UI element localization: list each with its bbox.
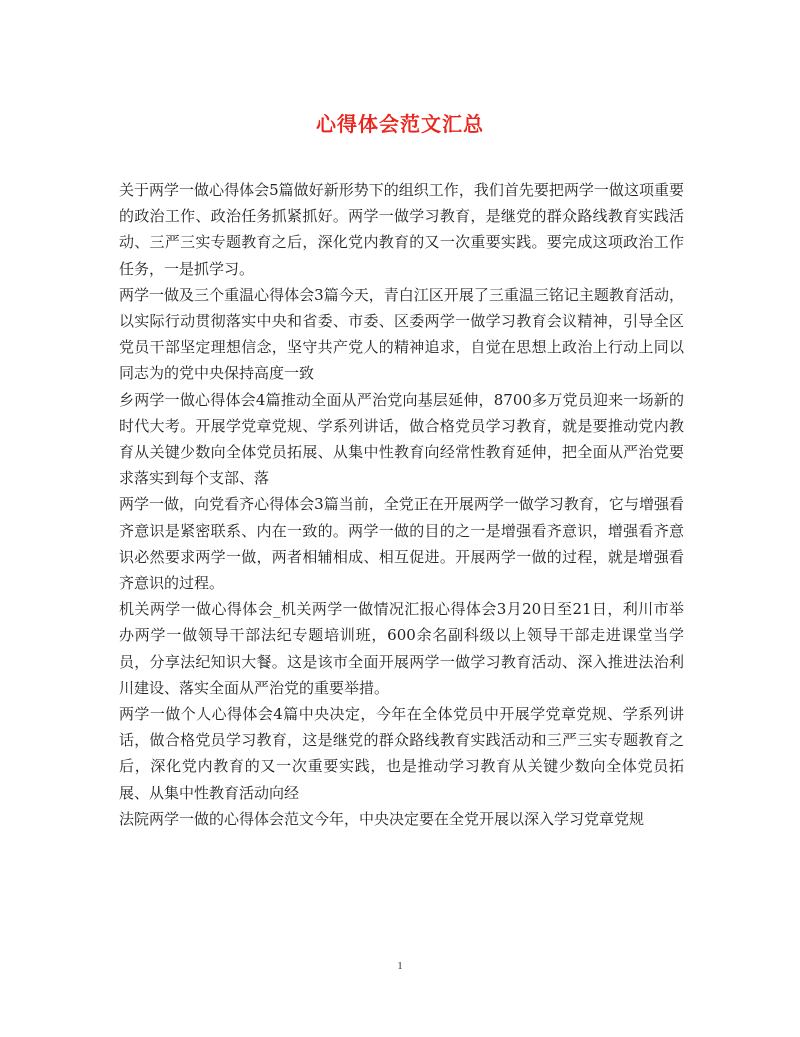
document-body [119, 177, 684, 832]
paragraph: 关于两学一做心得体会5篇做好新形势下的组织工作，我们首先要把两学一做这项重要的政治工作、政治任务抓紧抓好。两学一做学习教育，是继党的群众路线教育实践活动、三严三实专题教育之后，深化党内教育的又一次重要实践。要完成这项政治工作任务，一是抓学习。 [119, 181, 684, 278]
paragraph: 乡两学一做心得体会4篇推动全面从严治党向基层延伸，8700多万党员迎来一场新的时代大考。开展学党章党规、学系列讲话，做合格党员学习教育，就是要推动党内教育从关键少数向全体党员拓展、从集中性教育向经常性教育延伸，把全面从严治党要求落实到每个支部、落 [119, 390, 684, 488]
paragraph: 法院两学一做的心得体会范文今年，中央决定要在全党开展以深入学习党章党规 [119, 809, 645, 828]
paragraph: 机关两学一做心得体会_机关两学一做情况汇报心得体会3月20日至21日，利川市举办两学一做领导干部法纪专题培训班，600余名副科级以上领导干部走进课堂当学员，分享法纪知识大餐。这是该市全面开展两学一做学习教育活动、深入推进法治利川建设、落实全面从严治党的重要举措。 [119, 600, 684, 697]
paragraph: 两学一做，向党看齐心得体会3篇当前，全党正在开展两学一做学习教育，它与增强看齐意识是紧密联系、内在一致的。两学一做的目的之一是增强看齐意识，增强看齐意识必然要求两学一做，两者相辅相成、相互促进。开展两学一做的过程，就是增强看齐意识的过程。 [119, 495, 684, 593]
paragraph: 两学一做个人心得体会4篇中央决定，今年在全体党员中开展学党章党规、学系列讲话，做合格党员学习教育，这是继党的群众路线教育实践活动和三严三实专题教育之后，深化党内教育的又一次重要实践，也是推动学习教育从关键少数向全体党员拓展、从集中性教育活动向经 [119, 705, 684, 802]
document-title: 心得体会范文汇总 [316, 112, 484, 136]
paragraph: 两学一做及三个重温心得体会3篇今天，青白江区开展了三重温三铭记主题教育活动，以实际行动贯彻落实中央和省委、市委、区委两学一做学习教育会议精神，引导全区党员干部坚定理想信念，坚守共产党人的精神追求，自觉在思想上政治上行动上同以同志为的党中央保持高度一致 [119, 285, 684, 383]
page-number: 1 [397, 960, 403, 972]
